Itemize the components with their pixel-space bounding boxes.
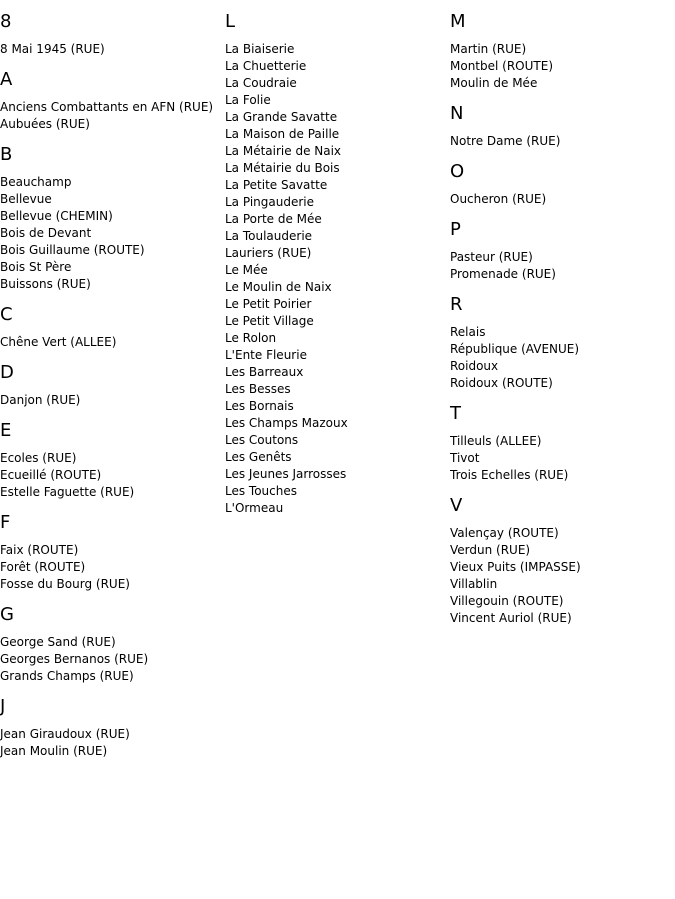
- street-name: La Maison de Paille: [225, 127, 340, 141]
- street-name: Villablin: [450, 577, 498, 591]
- street-list: [0, 41, 225, 58]
- street-list: [450, 525, 675, 627]
- letter-group: [450, 294, 675, 392]
- index-column: [450, 0, 675, 627]
- street-name: Lauriers (RUE): [225, 246, 312, 260]
- street-list: [0, 542, 225, 593]
- street-name: Georges Bernanos (RUE): [0, 652, 149, 666]
- letter-group: [0, 604, 225, 685]
- street-name: Bois de Devant: [0, 226, 92, 240]
- letter-heading: A: [0, 69, 13, 90]
- street-name: 8 Mai 1945 (RUE): [0, 42, 105, 56]
- letter-heading: P: [450, 219, 461, 240]
- street-name: Les Champs Mazoux: [225, 416, 348, 430]
- street-name: Relais: [450, 325, 486, 339]
- street-name: La Petite Savatte: [225, 178, 328, 192]
- street-name: Promenade (RUE): [450, 267, 556, 281]
- letter-heading: R: [450, 294, 463, 315]
- street-list: [450, 249, 675, 283]
- street-name: Les Besses: [225, 382, 291, 396]
- letter-heading: G: [0, 604, 14, 625]
- street-name: Chêne Vert (ALLEE): [0, 335, 117, 349]
- street-name: Jean Moulin (RUE): [0, 744, 108, 758]
- street-name: Les Genêts: [225, 450, 292, 464]
- street-name: Le Mée: [225, 263, 268, 277]
- street-name: La Biaiserie: [225, 42, 295, 56]
- letter-heading: O: [450, 161, 465, 182]
- street-name: Trois Echelles (RUE): [450, 468, 569, 482]
- street-name: Villegouin (ROUTE): [450, 594, 564, 608]
- street-name: Le Rolon: [225, 331, 277, 345]
- letter-group: [0, 420, 225, 501]
- letter-group: [450, 161, 675, 208]
- street-name: Verdun (RUE): [450, 543, 531, 557]
- street-name: Beauchamp: [0, 175, 72, 189]
- street-name: Les Barreaux: [225, 365, 304, 379]
- street-name: Les Touches: [225, 484, 297, 498]
- letter-heading: J: [0, 696, 6, 717]
- letter-heading: V: [450, 495, 463, 516]
- street-name: Montbel (ROUTE): [450, 59, 553, 73]
- street-name: Buissons (RUE): [0, 277, 91, 291]
- street-list: [0, 99, 225, 133]
- street-list: [0, 334, 225, 351]
- street-name: Roidoux: [450, 359, 499, 373]
- street-name: Estelle Faguette (RUE): [0, 485, 135, 499]
- index-column: [0, 0, 225, 760]
- letter-heading: M: [450, 11, 466, 32]
- letter-group: [450, 219, 675, 283]
- letter-heading: B: [0, 144, 13, 165]
- letter-heading: T: [450, 403, 461, 424]
- street-name: Notre Dame (RUE): [450, 134, 561, 148]
- street-list: [0, 174, 225, 293]
- letter-heading: E: [0, 420, 12, 441]
- street-list: [450, 324, 675, 392]
- letter-heading: C: [0, 304, 13, 325]
- letter-group: [450, 403, 675, 484]
- street-list: [450, 191, 675, 208]
- street-list: [0, 634, 225, 685]
- street-name: Tilleuls (ALLEE): [450, 434, 542, 448]
- street-name: L'Ormeau: [225, 501, 284, 515]
- street-name: La Coudraie: [225, 76, 297, 90]
- street-name: La Métairie du Bois: [225, 161, 340, 175]
- street-name: Grands Champs (RUE): [0, 669, 134, 683]
- street-name: La Toulauderie: [225, 229, 313, 243]
- street-name: Bois Guillaume (ROUTE): [0, 243, 145, 257]
- letter-group: [0, 512, 225, 593]
- street-name: Forêt (ROUTE): [0, 560, 86, 574]
- street-name: Moulin de Mée: [450, 76, 538, 90]
- street-name: Jean Giraudoux (RUE): [0, 727, 130, 741]
- street-name: Le Petit Village: [225, 314, 314, 328]
- letter-heading: 8: [0, 11, 12, 32]
- street-name: Faix (ROUTE): [0, 543, 79, 557]
- street-name: Bellevue (CHEMIN): [0, 209, 113, 223]
- street-name: Pasteur (RUE): [450, 250, 533, 264]
- letter-group: [0, 11, 225, 58]
- street-name: Anciens Combattants en AFN (RUE): [0, 100, 214, 114]
- letter-group: [225, 11, 450, 517]
- street-list: [450, 41, 675, 92]
- letter-group: [0, 69, 225, 133]
- letter-group: [450, 495, 675, 627]
- street-name: Vieux Puits (IMPASSE): [450, 560, 581, 574]
- letter-heading: N: [450, 103, 464, 124]
- street-name: La Chuetterie: [225, 59, 307, 73]
- street-name: Roidoux (ROUTE): [450, 376, 553, 390]
- letter-group: [0, 696, 225, 760]
- street-name: Bois St Père: [0, 260, 72, 274]
- street-name: République (AVENUE): [450, 342, 580, 356]
- street-name: Ecoles (RUE): [0, 451, 77, 465]
- street-name: Valençay (ROUTE): [450, 526, 559, 540]
- street-list: [0, 450, 225, 501]
- street-name: Le Petit Poirier: [225, 297, 312, 311]
- street-list: [0, 392, 225, 409]
- letter-heading: F: [0, 512, 11, 533]
- street-name: La Pingauderie: [225, 195, 314, 209]
- street-name: Martin (RUE): [450, 42, 527, 56]
- letter-group: [0, 362, 225, 409]
- street-name: Fosse du Bourg (RUE): [0, 577, 130, 591]
- letter-group: [450, 103, 675, 150]
- street-list: [225, 41, 450, 517]
- street-name: Les Bornais: [225, 399, 294, 413]
- letter-group: [0, 144, 225, 293]
- street-name: Les Coutons: [225, 433, 299, 447]
- street-list: [450, 133, 675, 150]
- street-name: La Porte de Mée: [225, 212, 322, 226]
- letter-group: [0, 304, 225, 351]
- letter-heading: L: [225, 11, 236, 32]
- street-list: [450, 433, 675, 484]
- street-name: Oucheron (RUE): [450, 192, 547, 206]
- street-list: [0, 726, 225, 760]
- street-name: Tivot: [450, 451, 480, 465]
- letter-group: [450, 11, 675, 92]
- street-name: La Grande Savatte: [225, 110, 338, 124]
- street-name: George Sand (RUE): [0, 635, 116, 649]
- street-name: Danjon (RUE): [0, 393, 81, 407]
- street-name: La Métairie de Naix: [225, 144, 342, 158]
- street-name: Vincent Auriol (RUE): [450, 611, 572, 625]
- index-column: [225, 0, 450, 517]
- street-name: Les Jeunes Jarrosses: [225, 467, 347, 481]
- street-name: Bellevue: [0, 192, 52, 206]
- street-name: La Folie: [225, 93, 271, 107]
- street-name: Le Moulin de Naix: [225, 280, 332, 294]
- street-name: Aubuées (RUE): [0, 117, 90, 131]
- street-name: L'Ente Fleurie: [225, 348, 307, 362]
- street-name: Ecueillé (ROUTE): [0, 468, 102, 482]
- letter-heading: D: [0, 362, 14, 383]
